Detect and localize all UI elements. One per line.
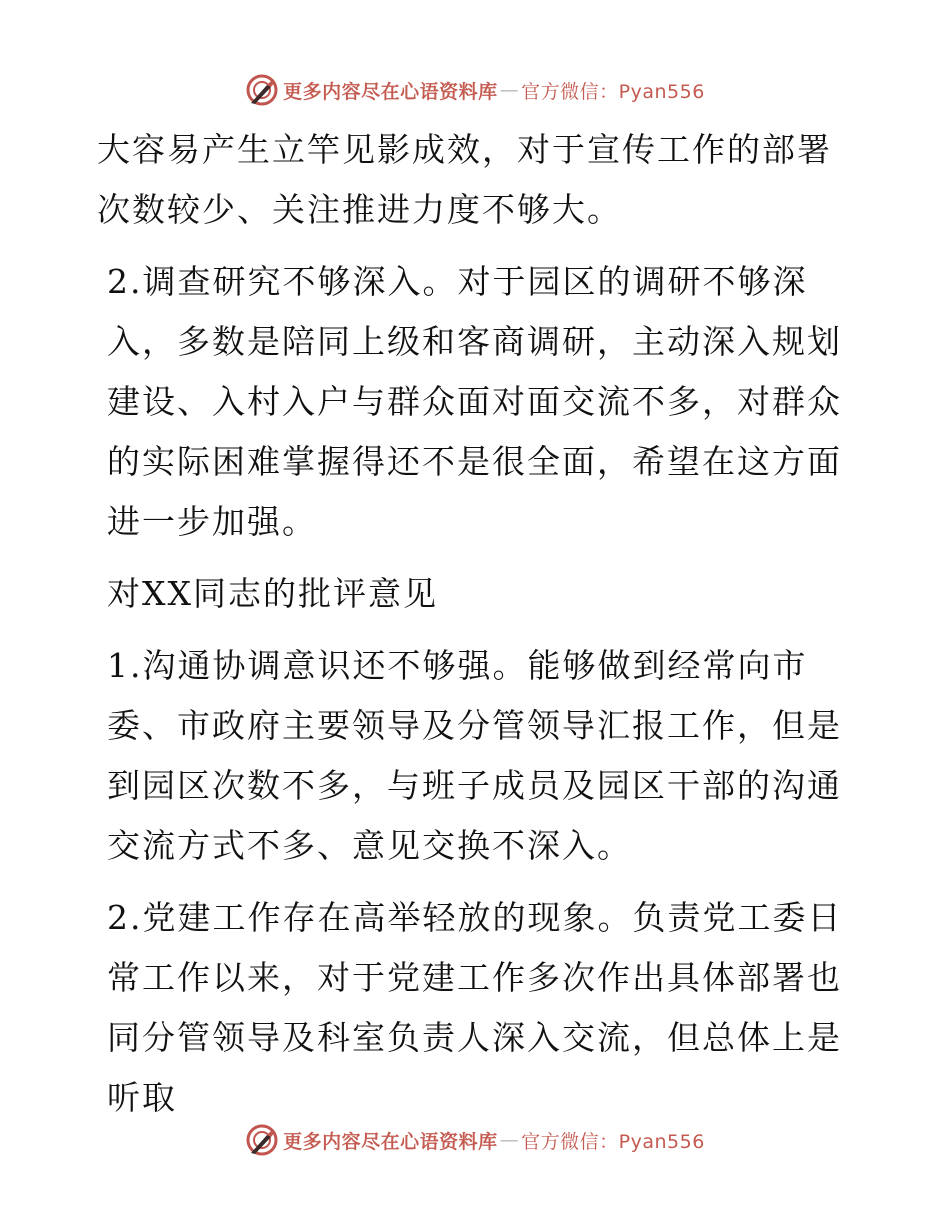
paragraph: 大容易产生立竿见影成效，对于宣传工作的部署次数较少、关注推进力度不够大。 xyxy=(97,130,832,229)
watermark-separator: — xyxy=(499,1129,520,1151)
paragraph: 1.沟通协调意识还不够强。能够做到经常向市委、市政府主要领导及分管领导汇报工作，但是到园区次数不多，与班子成员及园区干部的沟通交流方式不多、意见交换不深入。 xyxy=(107,646,842,865)
paragraph: 2.党建工作存在高举轻放的现象。负责党工委日常工作以来，对于党建工作多次作出具体部署也同分管领导及科室负责人深入交流，但总体上是听取 xyxy=(107,898,843,1117)
watermark-main-text: 更多内容尽在心语资料库 xyxy=(283,1130,498,1153)
watermark-wechat-text: 官方微信：Pyan556 xyxy=(521,1130,705,1153)
footer-watermark xyxy=(0,1120,950,1160)
watermark-wechat-text: 官方微信：Pyan556 xyxy=(521,80,705,103)
document-body xyxy=(97,120,857,1140)
header-watermark xyxy=(0,70,950,110)
paragraph: 2.调查研究不够深入。对于园区的调研不够深入，多数是陪同上级和客商调研，主动深入规划建设、入村入户与群众面对面交流不多，对群众的实际困难掌握得还不是很全面，希望在这方面进一步加强。 xyxy=(107,262,842,541)
watermark-main-text: 更多内容尽在心语资料库 xyxy=(283,80,498,103)
watermark-separator: — xyxy=(499,79,520,101)
pen-logo-icon xyxy=(245,73,279,107)
pen-logo-icon xyxy=(245,1123,279,1157)
section-heading: 对XX同志的批评意见 xyxy=(107,574,438,613)
